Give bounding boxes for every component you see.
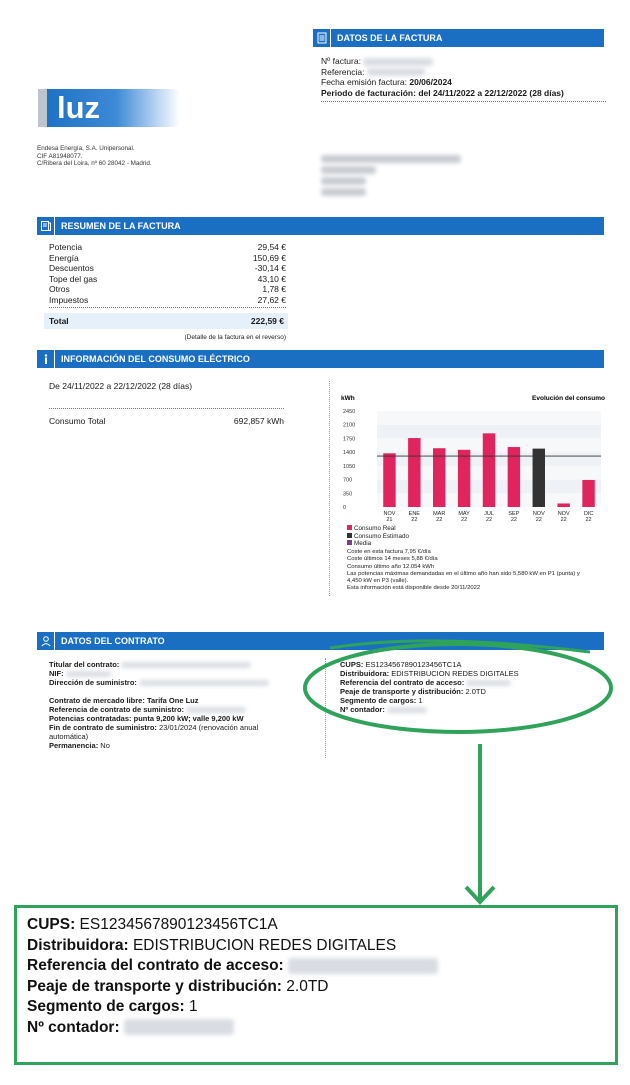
contract-permanence: Permanencia: No (49, 741, 110, 750)
brand-logo (38, 89, 180, 127)
recipient-address (321, 155, 461, 196)
chart-bar (383, 453, 395, 507)
chart-xtick-label: 22 (485, 517, 493, 523)
logo-text: luz (57, 90, 101, 125)
chart-xtick-label: 22 (585, 517, 592, 523)
contract-holder: Titular del contrato: (49, 660, 294, 669)
contract-market: Contrato de mercado libre: Tarifa One Luz (49, 696, 199, 705)
summary-note: (Detalle de la factura en el reverso) (184, 334, 286, 341)
chart-xtick-label: SEP (508, 511, 520, 517)
chart-bar (483, 433, 495, 507)
callout-segment: Segmento de cargos: 1 (27, 998, 198, 1015)
callout-cups: CUPS: ES1234567890123456TC1A (27, 916, 278, 933)
chart-bar (557, 503, 569, 507)
chart-bar (458, 450, 470, 507)
consumption-notes: Coste en esta factura 7,95 €/día Coste últimos 14 meses 5,88 €/día Consumo último año 12.054 kWh Las potencias máximas demandadas en el último año han sido 5,580 kW en P1 (punta) y 4,450 kW en P3 (valle). Esta información está disponible desde 20/11/2022 (347, 549, 580, 592)
contract-address: Dirección de suministro: (49, 678, 294, 687)
chart-xtick-label: NOV (557, 511, 570, 517)
chart-ytick-label: 350 (343, 491, 353, 498)
chart-xtick-label: NOV (383, 511, 396, 517)
summary-row-impuestos: Impuestos 27,62 € (49, 295, 286, 309)
chart-ytick-label: 1050 (343, 463, 356, 470)
legend-average: Media (347, 540, 409, 548)
chart-ytick-label: 700 (343, 477, 353, 484)
consumption-vertical-divider (329, 381, 330, 596)
info-icon (37, 350, 55, 368)
summary-row-otros: Otros 1,78 € (49, 284, 286, 294)
chart-xtick-label: MAR (433, 511, 446, 517)
document-icon (313, 29, 331, 47)
chart-ytick-label: 2450 (343, 409, 356, 415)
contract-header: DATOS DEL CONTRATO (37, 632, 604, 650)
contract-nif: NIF: (49, 669, 294, 678)
callout-box (14, 905, 618, 1065)
callout-arrow (460, 744, 500, 906)
chart-xtick-label: 22 (411, 517, 418, 523)
chart-xtick-label: DIC (583, 511, 594, 517)
chart-xtick-label: NOV (532, 511, 545, 517)
chart-ytick-label: 0 (343, 505, 347, 511)
chart-xtick-label: MAY (458, 511, 470, 517)
chart-bar (408, 438, 420, 507)
callout-meter: Nº contador: (27, 1018, 605, 1039)
chart-ytick-label: 1400 (343, 450, 356, 457)
chart-title: Evolución del consumo (532, 395, 605, 402)
invoice-reference-line: Referencia: (321, 67, 606, 78)
contract-left (49, 660, 294, 750)
legend-real: Consumo Real (347, 525, 409, 533)
summary-items (49, 242, 286, 308)
billing-period-line: Periodo de facturación: del 24/11/2022 a 22/12/2022 (28 días) (321, 88, 606, 103)
callout-access-ref: Referencia del contrato de acceso: (27, 956, 605, 977)
chart-ylabel: kWh (341, 395, 355, 402)
callout-distributor: Distribuidora: EDISTRIBUCION REDES DIGITALES (27, 936, 397, 954)
summary-row-potencia: Potencia 29,54 € (49, 242, 286, 252)
chart-xtick-label: ENE (408, 511, 420, 517)
chart-ytick-label: 1750 (343, 436, 356, 443)
legend-estimated: Consumo Estimado (347, 533, 409, 541)
chart-ytick-label: 2100 (343, 422, 356, 429)
consumption-total: Consumo Total 692,857 kWh (49, 416, 284, 426)
invoice-number-line: Nº factura: (321, 56, 606, 67)
highlight-ellipse (290, 630, 630, 750)
chart-grid-band (377, 411, 601, 425)
contract-segment: Segmento de cargos: 1 (340, 696, 423, 705)
invoice-date-line: Fecha emisión factura: 20/06/2024 (321, 77, 452, 87)
chart-bar (433, 448, 445, 507)
person-icon (37, 632, 55, 650)
consumption-chart (339, 390, 607, 528)
consumption-header: INFORMACIÓN DEL CONSUMO ELÉCTRICO (37, 350, 604, 368)
summary-row-descuentos: Descuentos -30,14 € (49, 263, 286, 273)
contract-meter: Nº contador: (340, 705, 600, 714)
contract-cups: CUPS: ES1234567890123456TC1A (340, 660, 462, 669)
contract-toll: Peaje de transporte y distribución: 2.0TD (340, 687, 486, 696)
contract-access-ref: Referencia del contrato de acceso: (340, 678, 600, 687)
chart-xtick-label: 22 (510, 517, 517, 523)
summary-header: RESUMEN DE LA FACTURA (37, 217, 604, 235)
chart-xtick-label: 22 (535, 517, 542, 523)
summary-row-energia: Energía 150,69 € (49, 252, 286, 263)
chart-xtick-label: 21 (386, 517, 393, 523)
chart-bar (533, 449, 545, 507)
chart-legend (347, 525, 409, 548)
chart-xtick-label: JUL (484, 511, 494, 517)
summary-row-tope-gas: Tope del gas 43,10 € (49, 273, 286, 284)
chart-xtick-label: 22 (436, 517, 443, 523)
contract-supply-ref: Referencia de contrato de suministro: (49, 705, 294, 714)
consumption-period: De 24/11/2022 a 22/12/2022 (28 días) (49, 381, 193, 391)
receipt-icon (37, 217, 55, 235)
chart-xtick-label: 22 (461, 517, 468, 523)
invoice-data-lines (321, 56, 606, 102)
chart-bar (582, 480, 594, 507)
consumption-divider (49, 408, 284, 409)
contract-end: Fin de contrato de suministro: 23/01/2024 (renovación anual automática) (49, 723, 259, 741)
contract-distributor: Distribuidora: EDISTRIBUCION REDES DIGITALES (340, 669, 519, 678)
company-info: Endesa Energía, S.A. Unipersonal. CIF A81948077. C/Ribera del Loira, nº 60 28042 - Madrid. (37, 145, 152, 168)
contract-power: Potencias contratadas: punta 9,200 kW; valle 9,200 kW (49, 714, 244, 723)
summary-total: Total 222,59 € (44, 313, 288, 329)
chart-xtick-label: 22 (560, 517, 567, 523)
invoice-data-header: DATOS DE LA FACTURA (313, 29, 604, 47)
callout-toll: Peaje de transporte y distribución: 2.0TD (27, 977, 329, 995)
